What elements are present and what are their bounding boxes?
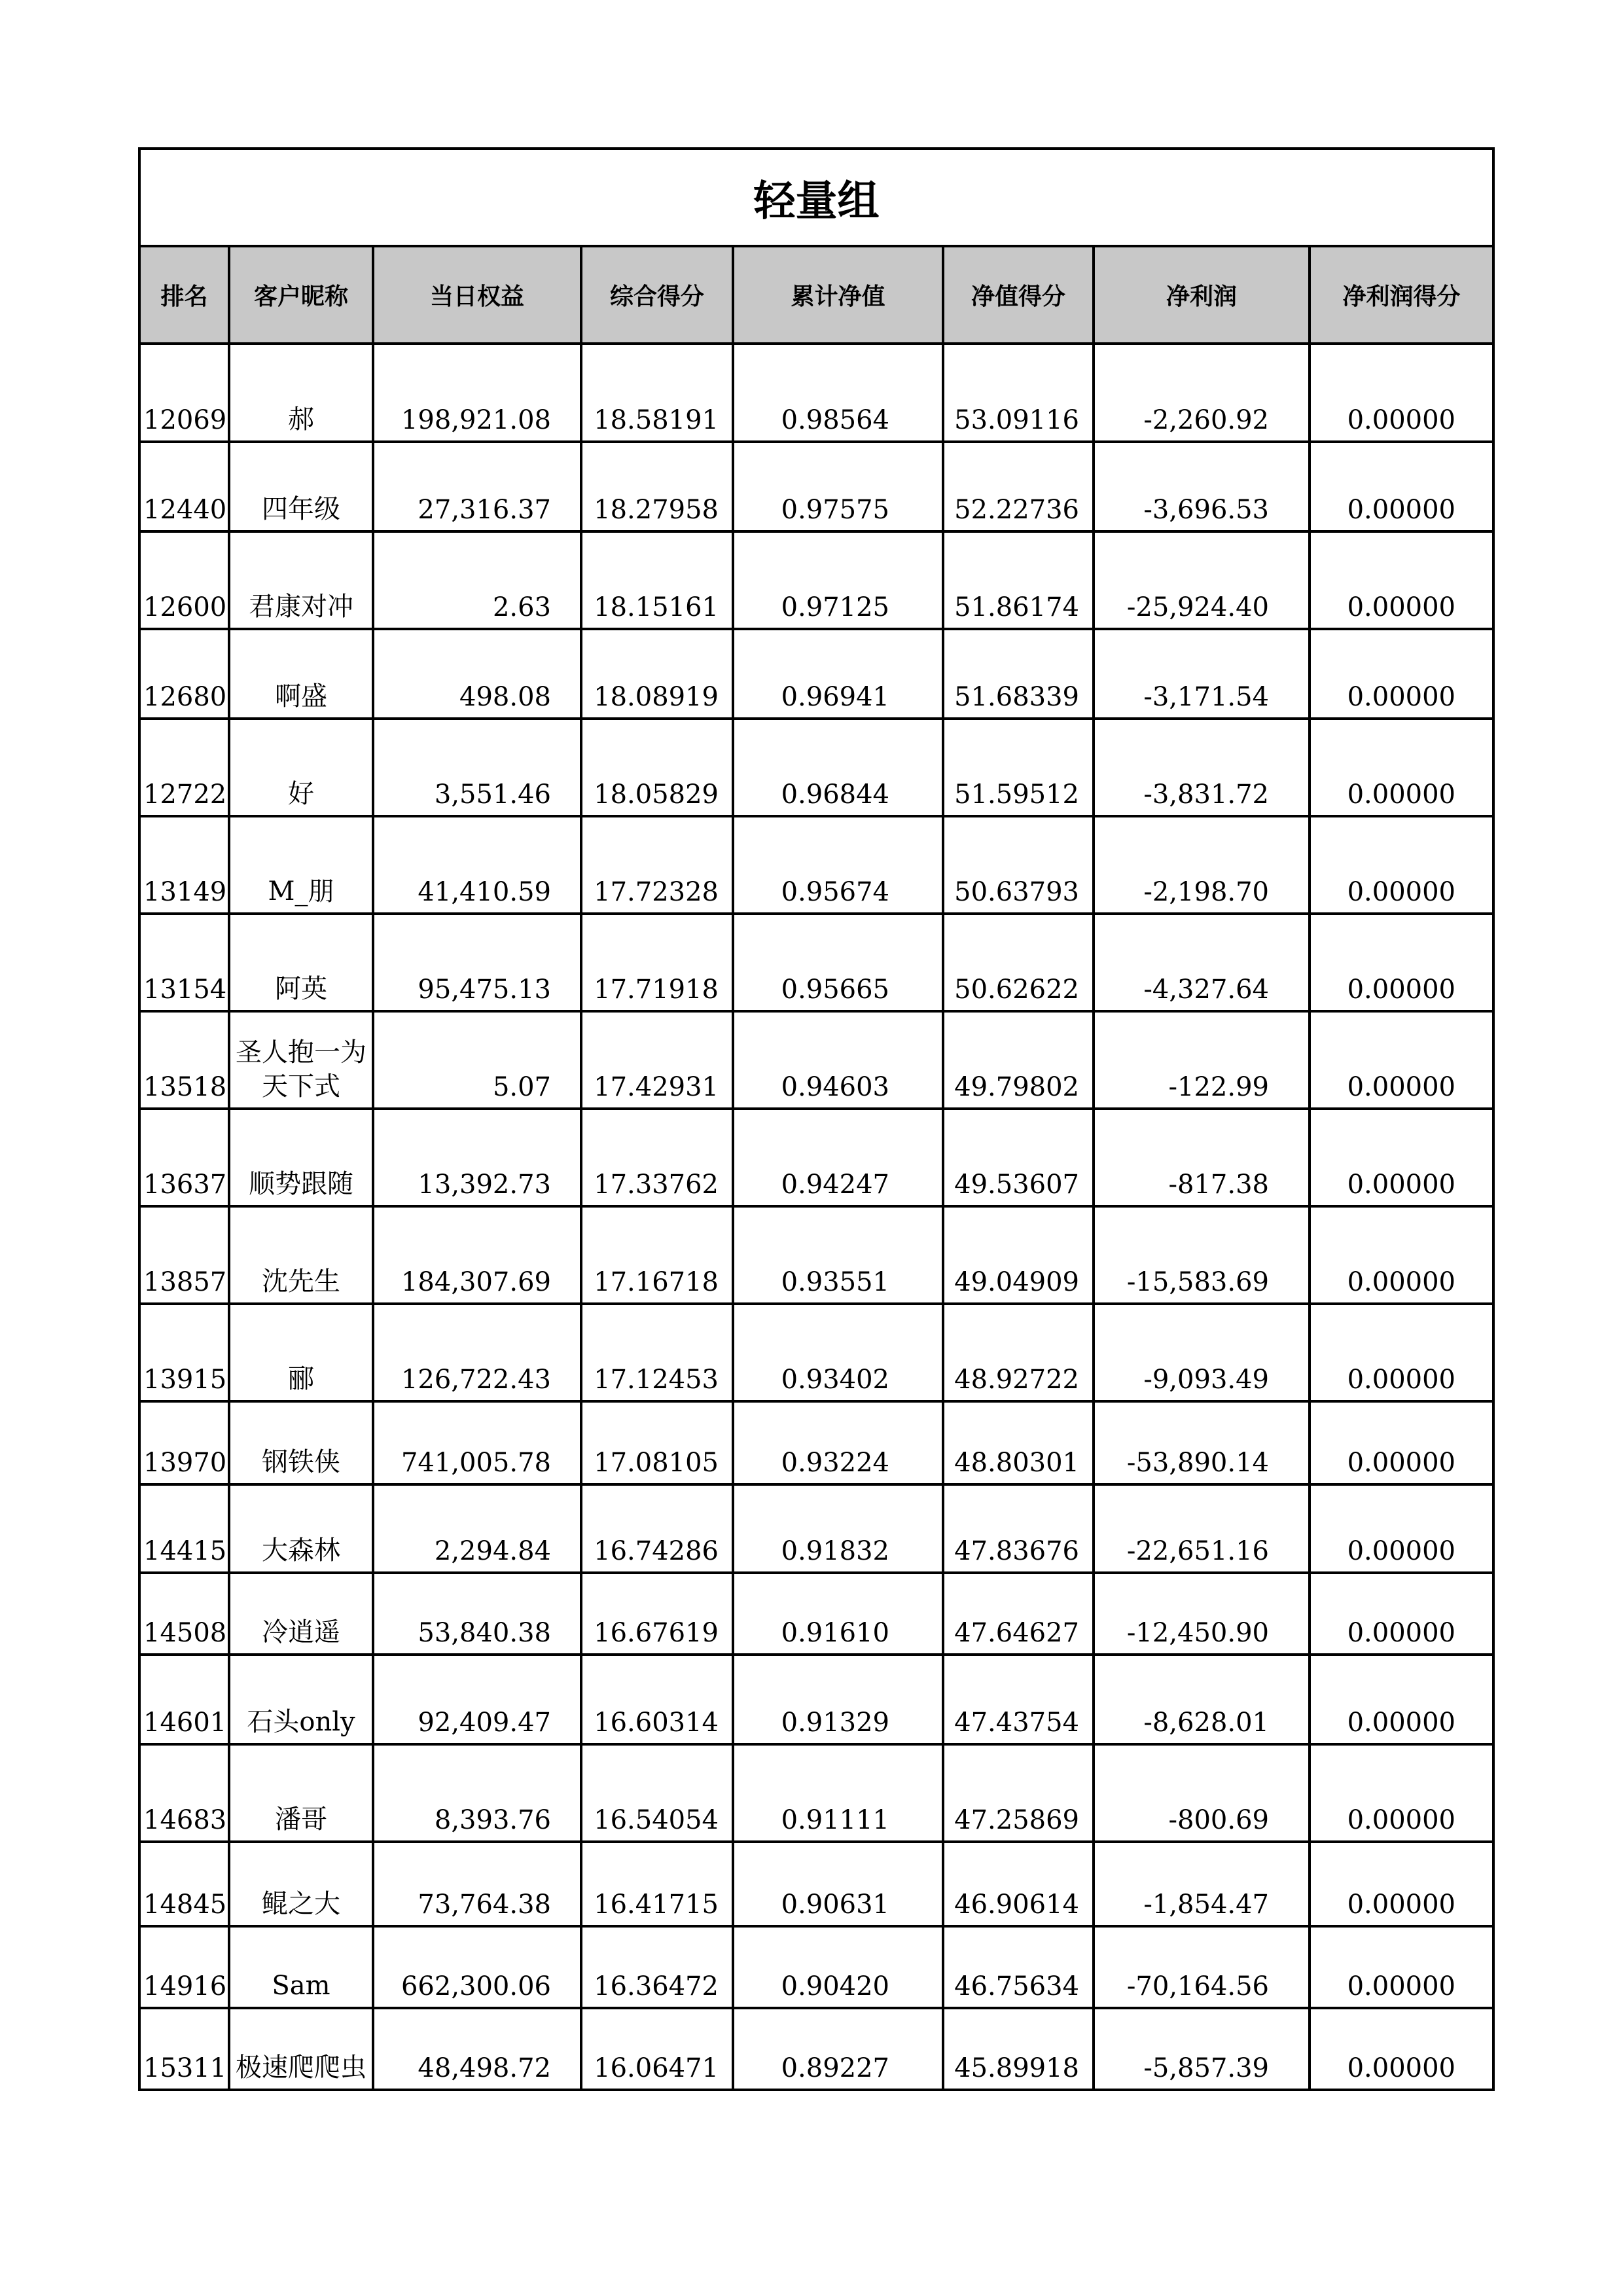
cell-cumulative-nav: 0.95674 — [733, 816, 943, 914]
cell-nickname: 潘哥 — [229, 1744, 373, 1842]
table-row — [139, 1304, 1493, 1401]
cell-net-profit-score: 0.00000 — [1310, 1011, 1493, 1109]
ranking-table — [138, 147, 1495, 2091]
cell-rank: 14916 — [139, 1926, 229, 2008]
table-row — [139, 1401, 1493, 1484]
cell-composite-score: 16.54054 — [581, 1744, 733, 1842]
cell-net-profit: -3,171.54 — [1094, 629, 1310, 719]
cell-net-profit: -15,583.69 — [1094, 1206, 1310, 1304]
table-row — [139, 1842, 1493, 1926]
cell-net-profit: -800.69 — [1094, 1744, 1310, 1842]
cell-equity: 184,307.69 — [373, 1206, 581, 1304]
cell-nav-score: 49.53607 — [943, 1109, 1094, 1206]
cell-cumulative-nav: 0.93402 — [733, 1304, 943, 1401]
cell-composite-score: 16.41715 — [581, 1842, 733, 1926]
cell-equity: 2.63 — [373, 531, 581, 629]
cell-rank: 12722 — [139, 719, 229, 816]
cell-composite-score: 18.08919 — [581, 629, 733, 719]
cell-cumulative-nav: 0.91832 — [733, 1484, 943, 1573]
cell-nav-score: 50.63793 — [943, 816, 1094, 914]
header-row — [139, 246, 1493, 344]
table-row — [139, 816, 1493, 914]
cell-nickname: 鲲之大 — [229, 1842, 373, 1926]
cell-rank: 14683 — [139, 1744, 229, 1842]
cell-rank: 15311 — [139, 2008, 229, 2090]
cell-net-profit: -25,924.40 — [1094, 531, 1310, 629]
cell-rank: 13857 — [139, 1206, 229, 1304]
cell-net-profit-score: 0.00000 — [1310, 629, 1493, 719]
cell-cumulative-nav: 0.94603 — [733, 1011, 943, 1109]
cell-net-profit: -4,327.64 — [1094, 914, 1310, 1011]
cell-cumulative-nav: 0.97125 — [733, 531, 943, 629]
cell-rank: 14601 — [139, 1655, 229, 1744]
cell-net-profit: -70,164.56 — [1094, 1926, 1310, 2008]
cell-equity: 73,764.38 — [373, 1842, 581, 1926]
cell-equity: 5.07 — [373, 1011, 581, 1109]
cell-equity: 13,392.73 — [373, 1109, 581, 1206]
cell-net-profit-score: 0.00000 — [1310, 1744, 1493, 1842]
cell-net-profit: -8,628.01 — [1094, 1655, 1310, 1744]
cell-rank: 14415 — [139, 1484, 229, 1573]
table-row — [139, 2008, 1493, 2090]
cell-nav-score: 52.22736 — [943, 442, 1094, 531]
cell-composite-score: 18.15161 — [581, 531, 733, 629]
cell-rank: 13518 — [139, 1011, 229, 1109]
cell-equity: 741,005.78 — [373, 1401, 581, 1484]
cell-net-profit-score: 0.00000 — [1310, 1206, 1493, 1304]
cell-net-profit-score: 0.00000 — [1310, 1655, 1493, 1744]
cell-cumulative-nav: 0.96941 — [733, 629, 943, 719]
cell-nickname: 郦 — [229, 1304, 373, 1401]
cell-net-profit: -53,890.14 — [1094, 1401, 1310, 1484]
header-equity: 当日权益 — [373, 246, 581, 344]
table-title: 轻量组 — [139, 149, 1493, 246]
cell-composite-score: 16.06471 — [581, 2008, 733, 2090]
cell-equity: 41,410.59 — [373, 816, 581, 914]
cell-net-profit: -5,857.39 — [1094, 2008, 1310, 2090]
cell-nickname: 啊盛 — [229, 629, 373, 719]
cell-rank: 12680 — [139, 629, 229, 719]
cell-net-profit: -3,831.72 — [1094, 719, 1310, 816]
cell-nav-score: 51.86174 — [943, 531, 1094, 629]
cell-nav-score: 47.64627 — [943, 1573, 1094, 1655]
table-row — [139, 1011, 1493, 1109]
cell-rank: 13154 — [139, 914, 229, 1011]
cell-net-profit: -12,450.90 — [1094, 1573, 1310, 1655]
cell-composite-score: 17.72328 — [581, 816, 733, 914]
cell-net-profit-score: 0.00000 — [1310, 1842, 1493, 1926]
cell-rank: 12600 — [139, 531, 229, 629]
cell-nav-score: 47.25869 — [943, 1744, 1094, 1842]
table-row — [139, 914, 1493, 1011]
header-cumulative-nav: 累计净值 — [733, 246, 943, 344]
cell-rank: 13915 — [139, 1304, 229, 1401]
cell-cumulative-nav: 0.97575 — [733, 442, 943, 531]
table-row — [139, 719, 1493, 816]
table-row — [139, 1484, 1493, 1573]
cell-equity: 498.08 — [373, 629, 581, 719]
cell-nickname: Sam — [229, 1926, 373, 2008]
cell-nickname: 冷逍遥 — [229, 1573, 373, 1655]
cell-nickname: 四年级 — [229, 442, 373, 531]
cell-nav-score: 47.83676 — [943, 1484, 1094, 1573]
table-row — [139, 1926, 1493, 2008]
cell-composite-score: 16.74286 — [581, 1484, 733, 1573]
cell-equity: 53,840.38 — [373, 1573, 581, 1655]
cell-nav-score: 50.62622 — [943, 914, 1094, 1011]
cell-net-profit-score: 0.00000 — [1310, 1401, 1493, 1484]
cell-net-profit-score: 0.00000 — [1310, 344, 1493, 442]
cell-nickname: 石头only — [229, 1655, 373, 1744]
cell-rank: 14845 — [139, 1842, 229, 1926]
cell-net-profit: -3,696.53 — [1094, 442, 1310, 531]
cell-composite-score: 17.12453 — [581, 1304, 733, 1401]
cell-nav-score: 46.90614 — [943, 1842, 1094, 1926]
cell-equity: 126,722.43 — [373, 1304, 581, 1401]
cell-net-profit-score: 0.00000 — [1310, 1304, 1493, 1401]
cell-nav-score: 53.09116 — [943, 344, 1094, 442]
table-row — [139, 1109, 1493, 1206]
cell-net-profit-score: 0.00000 — [1310, 1926, 1493, 2008]
cell-net-profit: -122.99 — [1094, 1011, 1310, 1109]
cell-nav-score: 47.43754 — [943, 1655, 1094, 1744]
cell-net-profit-score: 0.00000 — [1310, 1573, 1493, 1655]
table-row — [139, 1744, 1493, 1842]
cell-net-profit: -9,093.49 — [1094, 1304, 1310, 1401]
cell-composite-score: 18.05829 — [581, 719, 733, 816]
cell-nav-score: 48.92722 — [943, 1304, 1094, 1401]
cell-rank: 13970 — [139, 1401, 229, 1484]
header-nickname: 客户昵称 — [229, 246, 373, 344]
cell-net-profit-score: 0.00000 — [1310, 914, 1493, 1011]
cell-nickname: 极速爬爬虫 — [229, 2008, 373, 2090]
cell-composite-score: 17.42931 — [581, 1011, 733, 1109]
cell-equity: 48,498.72 — [373, 2008, 581, 2090]
cell-equity: 95,475.13 — [373, 914, 581, 1011]
header-net-profit: 净利润 — [1094, 246, 1310, 344]
cell-equity: 27,316.37 — [373, 442, 581, 531]
cell-composite-score: 17.16718 — [581, 1206, 733, 1304]
cell-nickname: 君康对冲 — [229, 531, 373, 629]
cell-nickname: 沈先生 — [229, 1206, 373, 1304]
cell-equity: 92,409.47 — [373, 1655, 581, 1744]
cell-cumulative-nav: 0.98564 — [733, 344, 943, 442]
table-row — [139, 531, 1493, 629]
cell-cumulative-nav: 0.91610 — [733, 1573, 943, 1655]
cell-composite-score: 17.08105 — [581, 1401, 733, 1484]
cell-cumulative-nav: 0.95665 — [733, 914, 943, 1011]
cell-nickname: 好 — [229, 719, 373, 816]
cell-nickname: 郝 — [229, 344, 373, 442]
table-row — [139, 1206, 1493, 1304]
table-row — [139, 344, 1493, 442]
cell-cumulative-nav: 0.90631 — [733, 1842, 943, 1926]
cell-composite-score: 16.36472 — [581, 1926, 733, 2008]
cell-nav-score: 45.89918 — [943, 2008, 1094, 2090]
cell-equity: 3,551.46 — [373, 719, 581, 816]
cell-equity: 662,300.06 — [373, 1926, 581, 2008]
cell-nav-score: 48.80301 — [943, 1401, 1094, 1484]
cell-nav-score: 46.75634 — [943, 1926, 1094, 2008]
cell-net-profit-score: 0.00000 — [1310, 1109, 1493, 1206]
table-row — [139, 629, 1493, 719]
cell-cumulative-nav: 0.94247 — [733, 1109, 943, 1206]
cell-composite-score: 16.67619 — [581, 1573, 733, 1655]
cell-cumulative-nav: 0.91329 — [733, 1655, 943, 1744]
cell-nickname: 钢铁侠 — [229, 1401, 373, 1484]
cell-cumulative-nav: 0.90420 — [733, 1926, 943, 2008]
cell-nav-score: 51.59512 — [943, 719, 1094, 816]
cell-rank: 12440 — [139, 442, 229, 531]
cell-nav-score: 49.79802 — [943, 1011, 1094, 1109]
cell-net-profit-score: 0.00000 — [1310, 531, 1493, 629]
cell-net-profit-score: 0.00000 — [1310, 1484, 1493, 1573]
cell-net-profit: -1,854.47 — [1094, 1842, 1310, 1926]
cell-cumulative-nav: 0.93551 — [733, 1206, 943, 1304]
table-row — [139, 1573, 1493, 1655]
cell-nickname: 阿英 — [229, 914, 373, 1011]
cell-composite-score: 18.27958 — [581, 442, 733, 531]
cell-net-profit: -22,651.16 — [1094, 1484, 1310, 1573]
cell-equity: 2,294.84 — [373, 1484, 581, 1573]
cell-composite-score: 16.60314 — [581, 1655, 733, 1744]
cell-cumulative-nav: 0.93224 — [733, 1401, 943, 1484]
cell-nav-score: 49.04909 — [943, 1206, 1094, 1304]
table-row — [139, 1655, 1493, 1744]
header-nav-score: 净值得分 — [943, 246, 1094, 344]
title-row — [139, 149, 1493, 246]
cell-rank: 14508 — [139, 1573, 229, 1655]
cell-nav-score: 51.68339 — [943, 629, 1094, 719]
cell-net-profit-score: 0.00000 — [1310, 442, 1493, 531]
cell-rank: 12069 — [139, 344, 229, 442]
cell-net-profit-score: 0.00000 — [1310, 719, 1493, 816]
cell-cumulative-nav: 0.96844 — [733, 719, 943, 816]
cell-net-profit: -2,260.92 — [1094, 344, 1310, 442]
header-net-profit-score: 净利润得分 — [1310, 246, 1493, 344]
cell-net-profit-score: 0.00000 — [1310, 816, 1493, 914]
cell-composite-score: 17.33762 — [581, 1109, 733, 1206]
cell-nickname: M_朋 — [229, 816, 373, 914]
cell-cumulative-nav: 0.89227 — [733, 2008, 943, 2090]
header-composite-score: 综合得分 — [581, 246, 733, 344]
cell-nickname: 顺势跟随 — [229, 1109, 373, 1206]
cell-equity: 8,393.76 — [373, 1744, 581, 1842]
cell-net-profit: -2,198.70 — [1094, 816, 1310, 914]
cell-equity: 198,921.08 — [373, 344, 581, 442]
header-rank: 排名 — [139, 246, 229, 344]
cell-rank: 13637 — [139, 1109, 229, 1206]
cell-cumulative-nav: 0.91111 — [733, 1744, 943, 1842]
cell-nickname: 圣人抱一为天下式 — [229, 1011, 373, 1109]
table-row — [139, 442, 1493, 531]
cell-composite-score: 17.71918 — [581, 914, 733, 1011]
cell-nickname: 大森林 — [229, 1484, 373, 1573]
cell-net-profit-score: 0.00000 — [1310, 2008, 1493, 2090]
cell-composite-score: 18.58191 — [581, 344, 733, 442]
cell-rank: 13149 — [139, 816, 229, 914]
cell-net-profit: -817.38 — [1094, 1109, 1310, 1206]
